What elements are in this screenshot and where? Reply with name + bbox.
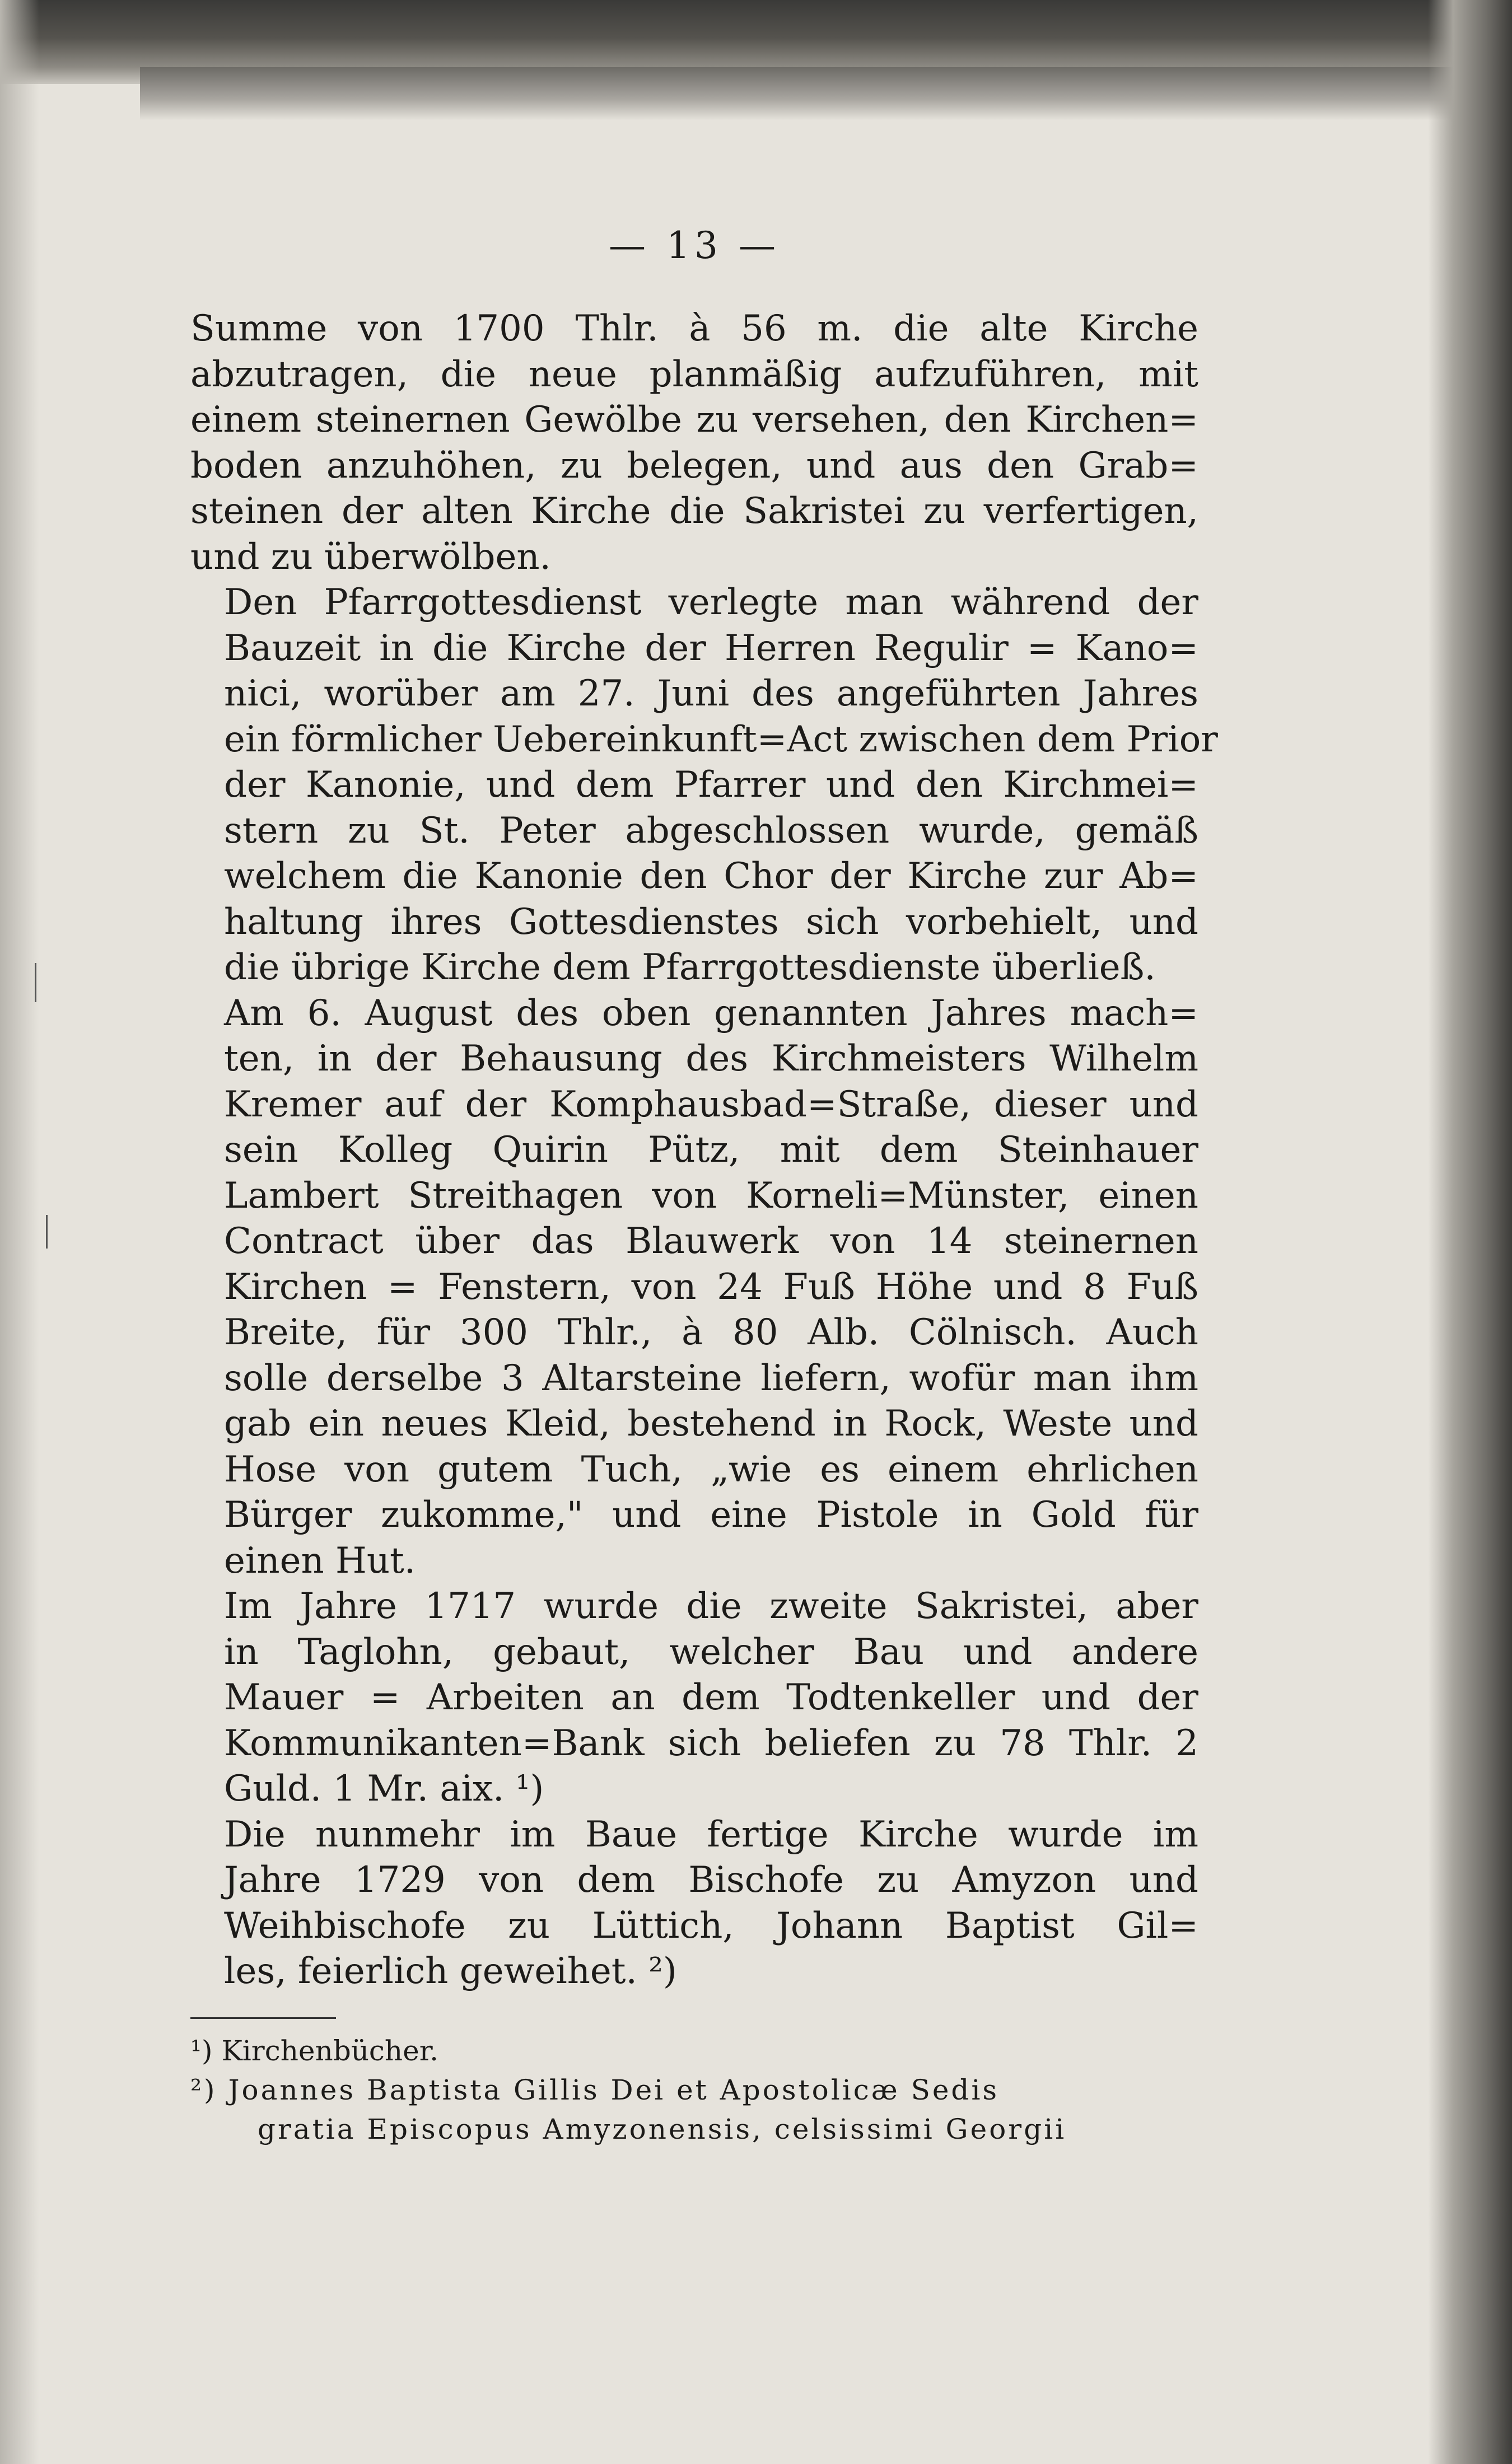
footnote bbox=[190, 2070, 1198, 2149]
text-line: Jahre 1729 von dem Bischofe zu Amyzon und bbox=[224, 1859, 1198, 1901]
text-line: Im Jahre 1717 wurde die zweite Sakristei, aber bbox=[224, 1586, 1198, 1627]
text-line: boden anzuhöhen, zu belegen, und aus den Grab= bbox=[190, 445, 1198, 487]
text-line: Contract über das Blauwerk von 14 steinernen bbox=[224, 1221, 1198, 1262]
text-line: ten, in der Behausung des Kirchmeisters Wilhelm bbox=[224, 1038, 1198, 1079]
text-line: die übrige Kirche dem Pfarrgottesdienste überließ. bbox=[224, 947, 1156, 988]
text-line: Kirchen = Fenstern, von 24 Fuß Höhe und 8 Fuß bbox=[224, 1266, 1198, 1308]
scan-left-edge bbox=[0, 0, 39, 2464]
text-line: stern zu St. Peter abgeschlossen wurde, gemäß bbox=[224, 810, 1198, 852]
margin-mark bbox=[35, 963, 36, 1002]
text-line: Breite, für 300 Thlr., à 80 Alb. Cölnisch. Auch bbox=[224, 1312, 1198, 1353]
paragraph bbox=[190, 991, 1198, 1584]
text-line: der Kanonie, und dem Pfarrer und den Kirchmei= bbox=[224, 764, 1198, 806]
text-line: Weihbischofe zu Lüttich, Johann Baptist Gil= bbox=[224, 1905, 1198, 1947]
footnote-divider bbox=[190, 2017, 336, 2019]
scan-top-fold bbox=[140, 67, 1512, 120]
text-line: solle derselbe 3 Altarsteine liefern, wofür man ihm bbox=[224, 1357, 1198, 1399]
footnote-line: ²) Joannes Baptista Gillis Dei et Apostolicæ Sedis bbox=[190, 2073, 1000, 2106]
paragraph bbox=[190, 306, 1198, 580]
text-line: Hose von gutem Tuch, „wie es einem ehrlichen bbox=[224, 1448, 1198, 1490]
footnote-line: gratia Episcopus Amyzonensis, celsissimi Georgii bbox=[258, 2112, 1067, 2145]
page-number: — 13 — bbox=[609, 224, 780, 267]
page-content bbox=[190, 224, 1218, 2149]
text-line: Den Pfarrgottesdienst verlegte man während der bbox=[224, 582, 1198, 623]
text-line: steinen der alten Kirche die Sakristei zu verfertigen, bbox=[190, 490, 1198, 532]
text-line: in Taglohn, gebaut, welcher Bau und andere bbox=[224, 1631, 1198, 1673]
text-line: Lambert Streithagen von Korneli=Münster, einen bbox=[224, 1175, 1198, 1217]
scan-right-edge bbox=[1428, 0, 1512, 2464]
text-line: Die nunmehr im Baue fertige Kirche wurde im bbox=[224, 1813, 1198, 1855]
margin-mark bbox=[46, 1215, 48, 1249]
text-line: abzutragen, die neue planmäßig aufzuführen, mit bbox=[190, 353, 1198, 395]
text-line: gab ein neues Kleid, bestehend in Rock, Weste und bbox=[224, 1403, 1198, 1444]
text-line: les, feierlich geweihet. ²) bbox=[224, 1951, 677, 1992]
text-line: Guld. 1 Mr. aix. ¹) bbox=[224, 1768, 544, 1810]
footnote bbox=[190, 2031, 1198, 2070]
text-line: einen Hut. bbox=[224, 1540, 416, 1582]
text-line: ein förmlicher Uebereinkunft=Act zwischen dem Prior bbox=[224, 718, 1218, 760]
text-line: Kremer auf der Komphausbad=Straße, dieser und bbox=[224, 1083, 1198, 1125]
text-line: und zu überwölben. bbox=[190, 536, 551, 578]
text-line: Bürger zukomme," und eine Pistole in Gold für bbox=[224, 1494, 1198, 1536]
paragraph bbox=[190, 1584, 1198, 1812]
paragraph bbox=[190, 1812, 1198, 1995]
text-line: Summe von 1700 Thlr. à 56 m. die alte Kirche bbox=[190, 308, 1198, 349]
text-line: welchem die Kanonie den Chor der Kirche zur Ab= bbox=[224, 855, 1198, 897]
text-line: Bauzeit in die Kirche der Herren Regulir = Kano= bbox=[224, 627, 1198, 669]
text-line: nici, worüber am 27. Juni des angeführten Jahres bbox=[224, 673, 1198, 714]
text-line: sein Kolleg Quirin Pütz, mit dem Steinhauer bbox=[224, 1129, 1198, 1171]
text-line: Kommunikanten=Bank sich beliefen zu 78 Thlr. 2 bbox=[224, 1722, 1198, 1764]
text-line: einem steinernen Gewölbe zu versehen, den Kirchen= bbox=[190, 399, 1198, 441]
text-line: haltung ihres Gottesdienstes sich vorbehielt, und bbox=[224, 901, 1198, 943]
footnote-line: ¹) Kirchenbücher. bbox=[190, 2034, 438, 2067]
paragraph bbox=[190, 580, 1218, 991]
text-line: Am 6. August des oben genannten Jahres mach= bbox=[224, 992, 1198, 1034]
text-line: Mauer = Arbeiten an dem Todtenkeller und der bbox=[224, 1677, 1198, 1718]
